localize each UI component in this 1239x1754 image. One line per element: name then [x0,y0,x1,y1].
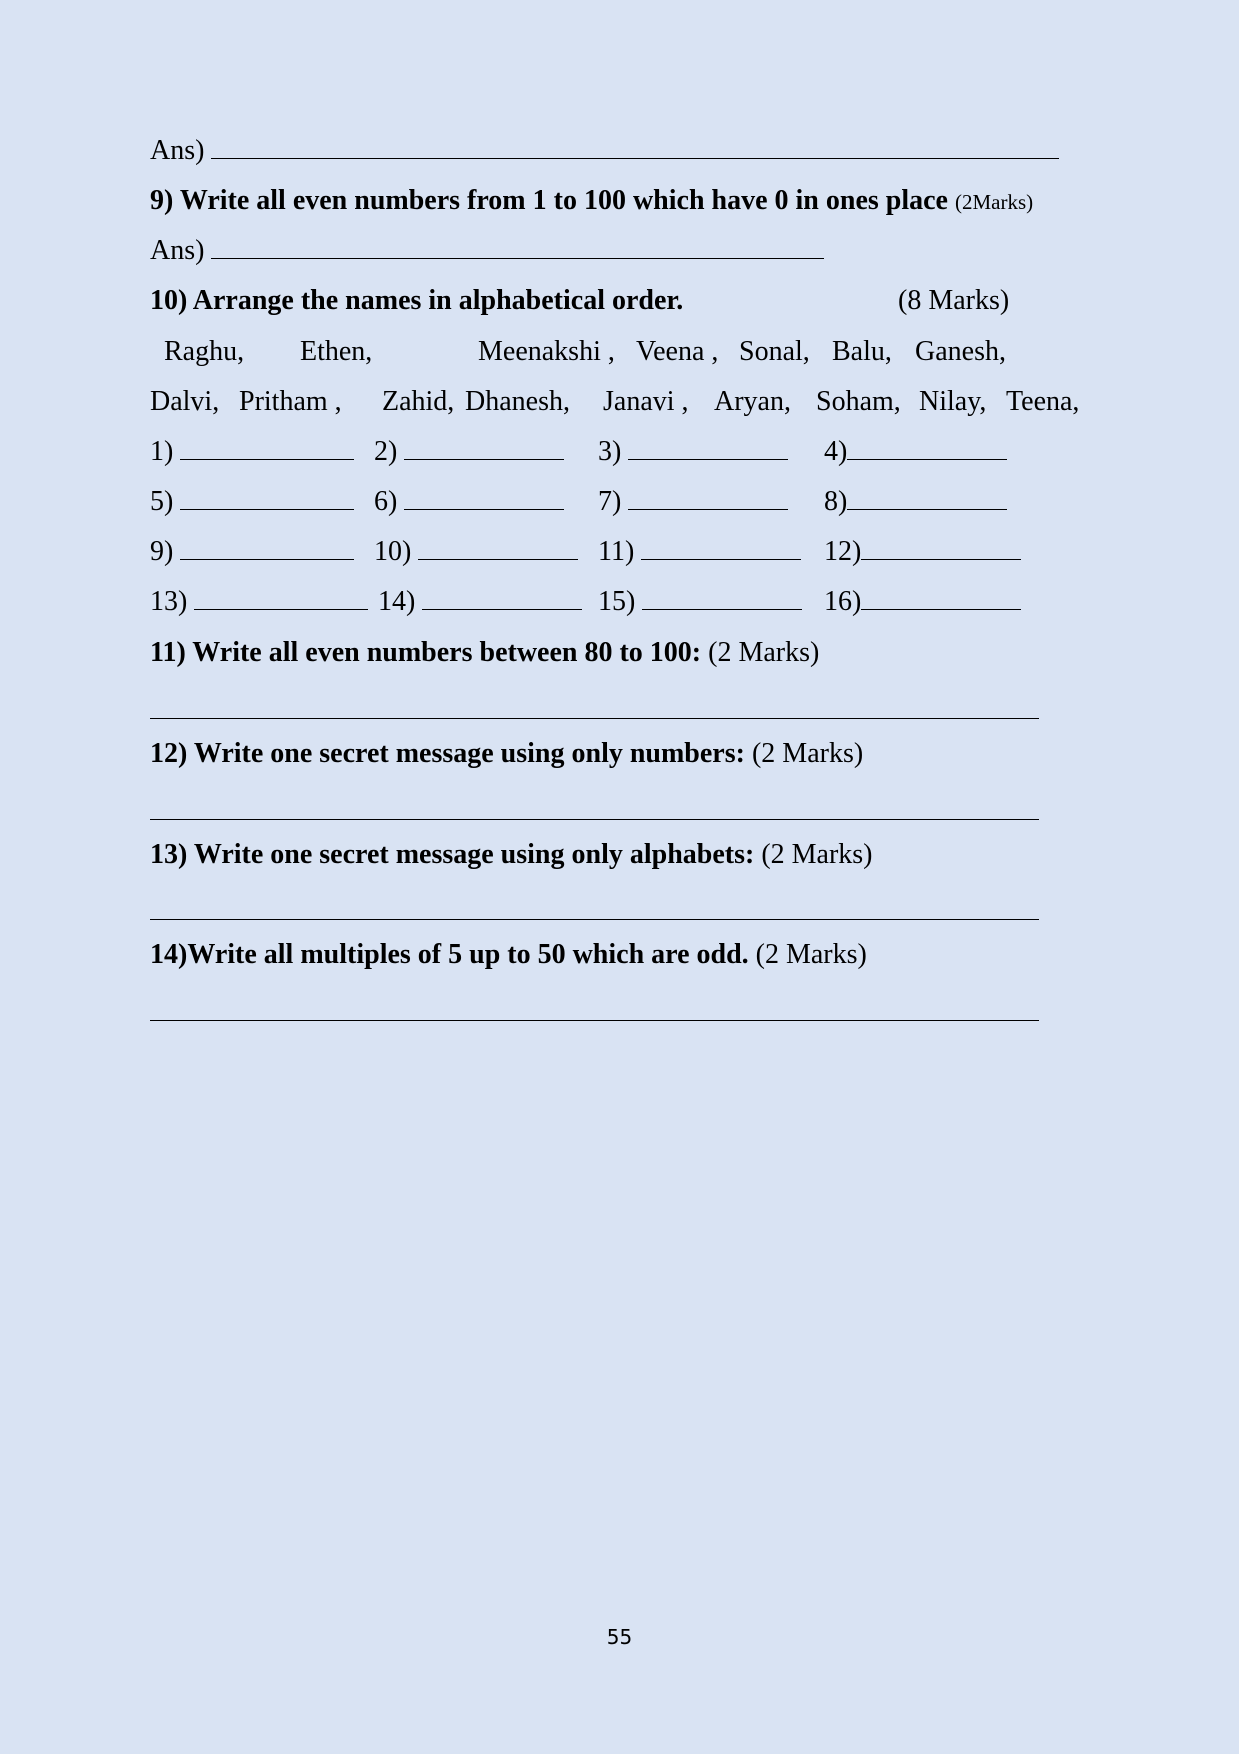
slot-blank[interactable] [847,487,1007,510]
q9-ans-label: Ans) [150,235,205,266]
answer-slot [150,535,354,569]
slot-blank[interactable] [180,437,354,460]
slot-label: 14) [378,586,416,617]
slot-label: 10) [374,536,412,567]
q13-question [150,838,873,872]
q11-answer-line[interactable] [150,718,1039,719]
name-item: Dalvi, [150,386,220,417]
slot-blank[interactable] [404,437,564,460]
slot-blank[interactable] [404,487,564,510]
q9-answer-blank[interactable] [211,236,824,259]
answer-slot [824,485,1007,519]
answer-slot [824,535,1021,569]
q12-question [150,737,863,771]
q12-marks: (2 Marks) [751,738,864,769]
q14-question-text: 14)Write all multiples of 5 up to 50 which are odd. [150,939,749,970]
slot-blank[interactable] [861,537,1021,560]
slot-label: 15) [598,586,636,617]
q11-marks: (2 Marks) [708,637,820,668]
name-item: Ganesh, [915,336,1006,367]
answer-slot [374,435,564,469]
q13-marks: (2 Marks) [761,839,873,870]
name-item: Nilay, [919,386,987,417]
answer-slot [374,535,578,569]
answer-slot [150,435,354,469]
name-item: Sonal, [739,336,810,367]
slot-blank[interactable] [641,537,801,560]
name-item: Dhanesh, [465,386,570,417]
slot-blank[interactable] [847,437,1007,460]
name-item: Aryan, [714,386,791,417]
name-item: Soham, [816,386,901,417]
answer-slot [824,435,1007,469]
q13-question-text: 13) Write one secret message using only alphabets: [150,839,755,870]
slot-blank[interactable] [628,487,788,510]
slot-blank[interactable] [628,437,788,460]
name-item: Teena, [1006,386,1080,417]
slot-label: 1) [150,436,174,467]
answer-slot [598,485,788,519]
q9-question-text: 9) Write all even numbers from 1 to 100 which have 0 in ones place [150,185,948,216]
q12-question-text: 12) Write one secret message using only numbers: [150,738,745,769]
answer-slot [374,485,564,519]
q10-question-text: 10) Arrange the names in alphabetical order. [150,285,684,316]
slot-blank[interactable] [418,537,578,560]
slot-label: 16) [824,586,862,617]
answer-slot [598,535,801,569]
q14-answer-line[interactable] [150,1020,1039,1021]
q9-marks: (2Marks) [954,190,1034,214]
slot-label: 4) [824,436,848,467]
answer-slot [824,585,1021,619]
name-item: Raghu, [164,336,245,367]
slot-blank[interactable] [642,587,802,610]
answer-slot [378,585,582,619]
name-item: Balu, [832,336,892,367]
q14-marks: (2 Marks) [755,939,867,970]
page-number: 55 [606,1625,633,1649]
name-item: Ethen, [300,336,373,367]
slot-label: 6) [374,486,398,517]
q10-marks: (8 Marks) [898,285,1010,316]
slot-label: 7) [598,486,622,517]
q8-answer-blank[interactable] [211,136,1059,159]
slot-label: 9) [150,536,174,567]
q14-question [150,938,867,972]
slot-label: 8) [824,486,848,517]
slot-blank[interactable] [422,587,582,610]
slot-label: 3) [598,436,622,467]
name-item: Janavi , [603,386,689,417]
q12-answer-line[interactable] [150,819,1039,820]
q8-ans-label: Ans) [150,135,205,166]
slot-label: 2) [374,436,398,467]
q11-question [150,636,819,670]
q11-question-text: 11) Write all even numbers between 80 to 100: [150,637,702,668]
q9-answer-row [150,234,824,268]
slot-label: 13) [150,586,188,617]
answer-slot [598,435,788,469]
name-item: Meenakshi , [478,336,615,367]
slot-label: 5) [150,486,174,517]
slot-label: 11) [598,536,635,567]
q13-answer-line[interactable] [150,919,1039,920]
answer-slot [598,585,802,619]
q9-question [150,184,1033,219]
slot-blank[interactable] [180,537,354,560]
name-item: Pritham , [239,386,342,417]
slot-blank[interactable] [861,587,1021,610]
q8-answer-row [150,134,1059,168]
slot-label: 12) [824,536,862,567]
name-item: Zahid, [382,386,455,417]
slot-blank[interactable] [180,487,354,510]
slot-blank[interactable] [194,587,368,610]
q10-question [150,284,683,318]
name-item: Veena , [636,336,719,367]
answer-slot [150,585,368,619]
answer-slot [150,485,354,519]
